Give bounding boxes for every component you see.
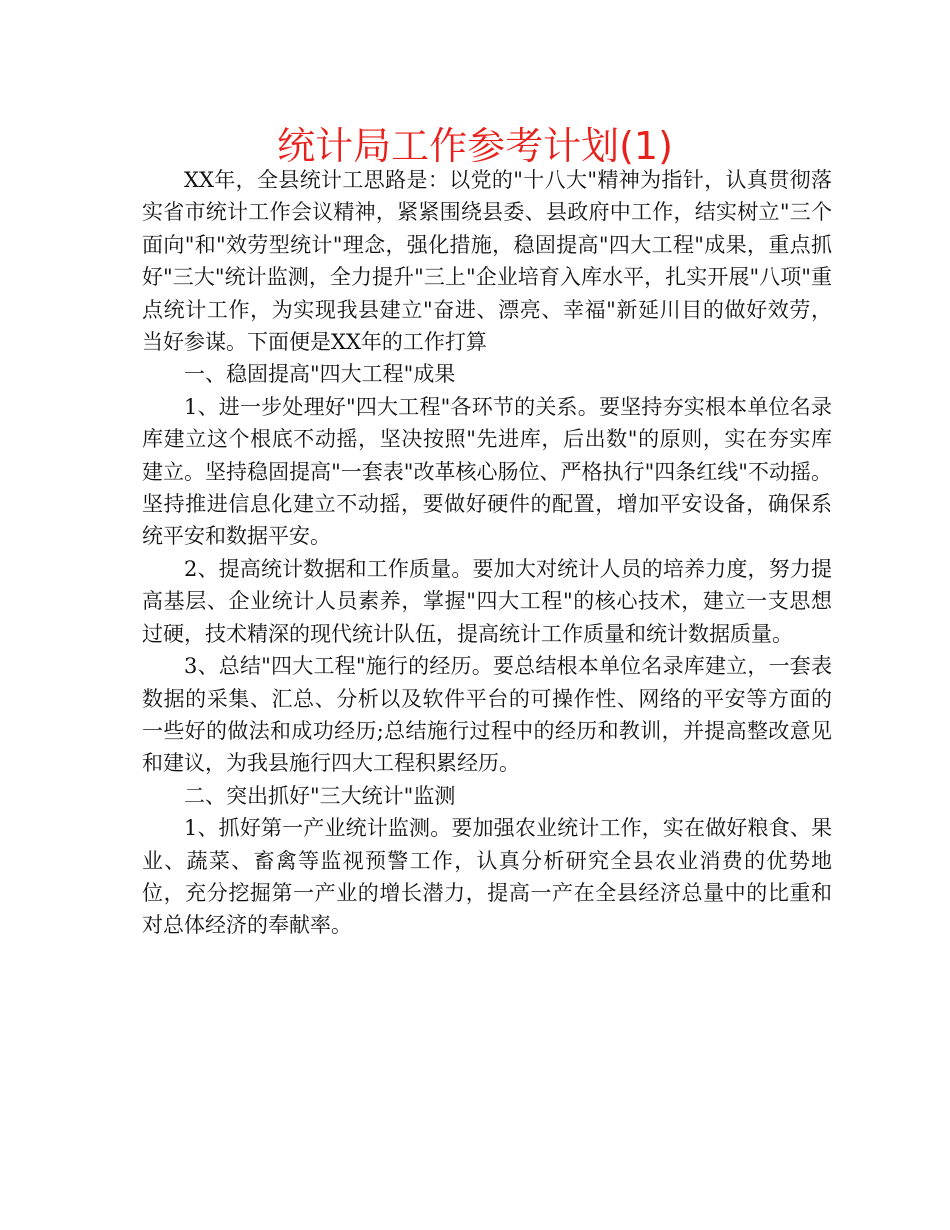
- section-2-item-1: 1、抓好第一产业统计监测。要加强农业统计工作，实在做好粮食、果业、蔬菜、畜禽等监视预警工作，认真分析研究全县农业消费的优势地位，充分挖掘第一产业的增长潜力，提高一产在全县经济总量中的比重和对总体经济的奉献率。: [142, 816, 832, 938]
- document-body: [142, 164, 832, 942]
- section-heading-1: 一、稳固提高"四大工程"成果: [184, 362, 456, 387]
- section-1-item-1: 1、进一步处理好"四大工程"各环节的关系。要坚持夯实根本单位名录库建立这个根底不动摇，坚决按照"先进库，后出数"的原则，实在夯实库建立。坚持稳固提高"一套表"改革核心肠位、严格执行"四条红线"不动摇。坚持推进信息化建立不动摇，要做好硬件的配置，增加平安设备，确保系统平安和数据平安。: [142, 394, 832, 549]
- section-heading-2: 二、突出抓好"三大统计"监测: [184, 783, 456, 808]
- document-title: 统计局工作参考计划(1): [277, 124, 673, 168]
- section-1-item-3: 3、总结"四大工程"施行的经历。要总结根本单位名录库建立，一套表数据的采集、汇总、分析以及软件平台的可操作性、网络的平安等方面的一些好的做法和成功经历;总结施行过程中的经历和教训，并提高整改意见和建议，为我县施行四大工程积累经历。: [142, 654, 832, 776]
- section-1-item-2: 2、提高统计数据和工作质量。要加大对统计人员的培养力度，努力提高基层、企业统计人员素养，掌握"四大工程"的核心技术，建立一支思想过硬，技术精深的现代统计队伍，提高统计工作质量和统计数据质量。: [142, 556, 832, 646]
- intro-paragraph: XX年，全县统计工思路是：以党的"十八大"精神为指针，认真贯彻落实省市统计工作会议精神，紧紧围绕县委、县政府中工作，结实树立"三个面向"和"效劳型统计"理念，强化措施，稳固提高"四大工程"成果，重点抓好"三大"统计监测，全力提升"三上"企业培育入库水平，扎实开展"八项"重点统计工作，为实现我县建立"奋进、漂亮、幸福"新延川目的做好效劳，当好参谋。下面便是XX年的工作打算: [142, 168, 832, 355]
